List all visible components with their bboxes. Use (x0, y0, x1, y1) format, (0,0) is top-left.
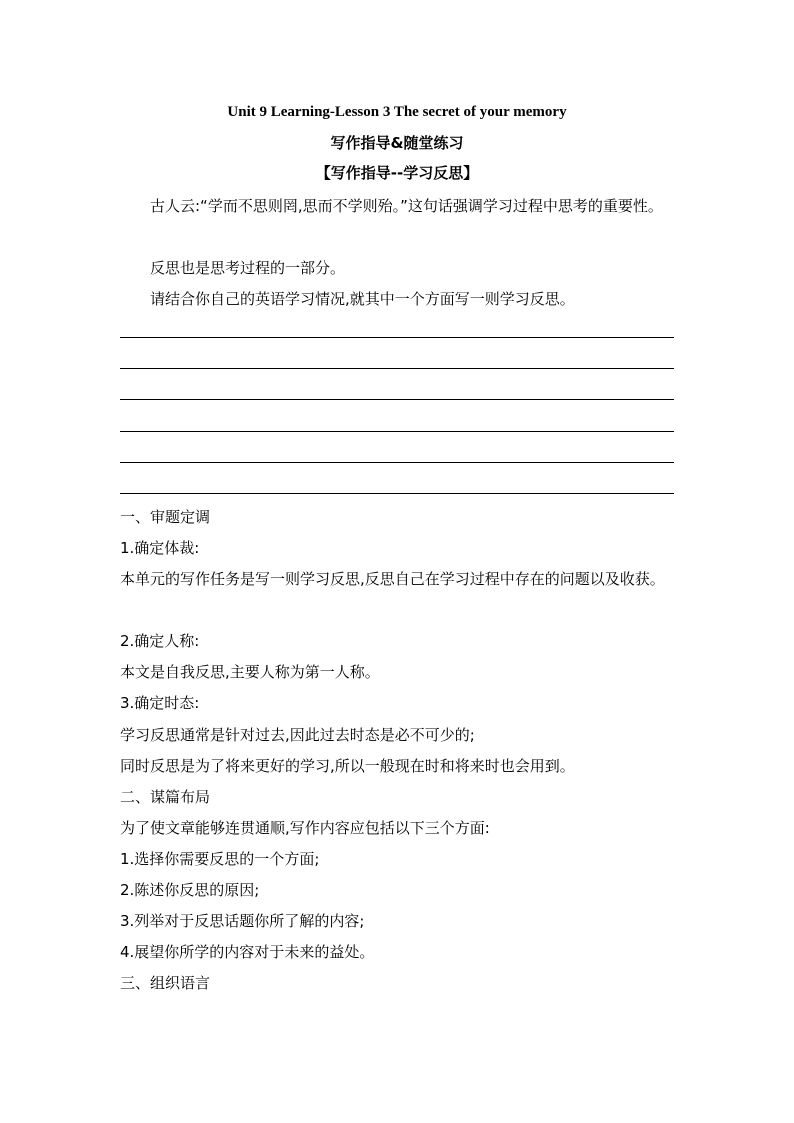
genre-label: 1.确定体裁: (120, 539, 200, 557)
list-item: 3.列举对于反思话题你所了解的内容; (120, 912, 365, 930)
writing-line[interactable] (120, 462, 674, 463)
section-1-heading: 一、审题定调 (120, 508, 211, 526)
genre-text: 本单元的写作任务是写一则学习反思,反思自己在学习过程中存在的问题以及收获。 (120, 570, 665, 588)
intro-paragraph-1: 古人云:“学而不思则罔,思而不学则殆。”这句话强调学习过程中思考的重要性。 (150, 197, 663, 215)
tense-label: 3.确定时态: (120, 694, 200, 712)
list-item: 1.选择你需要反思的一个方面; (120, 850, 320, 868)
person-text: 本文是自我反思,主要人称为第一人称。 (120, 663, 380, 681)
intro-paragraph-3: 请结合你自己的英语学习情况,就其中一个方面写一则学习反思。 (150, 290, 575, 308)
writing-line[interactable] (120, 337, 674, 338)
section-2-heading: 二、谋篇布局 (120, 788, 211, 806)
list-item: 4.展望你所学的内容对于未来的益处。 (120, 943, 375, 961)
list-item: 2.陈述你反思的原因; (120, 881, 260, 899)
tense-text-2: 同时反思是为了将来更好的学习,所以一般现在时和将来时也会用到。 (120, 757, 575, 775)
tense-text-1: 学习反思通常是针对过去,因此过去时态是必不可少的; (120, 726, 475, 744)
section-2-intro: 为了使文章能够连贯通顺,写作内容应包括以下三个方面: (120, 819, 490, 837)
intro-paragraph-2: 反思也是思考过程的一部分。 (150, 259, 346, 277)
writing-line[interactable] (120, 368, 674, 369)
writing-line[interactable] (120, 493, 674, 494)
person-label: 2.确定人称: (120, 632, 200, 650)
section-3-heading: 三、组织语言 (120, 974, 211, 992)
writing-line[interactable] (120, 431, 674, 432)
writing-line[interactable] (120, 399, 674, 400)
section-title: 【写作指导--学习反思】 (315, 164, 479, 182)
chinese-title: 写作指导&随堂练习 (330, 134, 464, 152)
english-title: Unit 9 Learning-Lesson 3 The secret of your memory (227, 104, 567, 120)
